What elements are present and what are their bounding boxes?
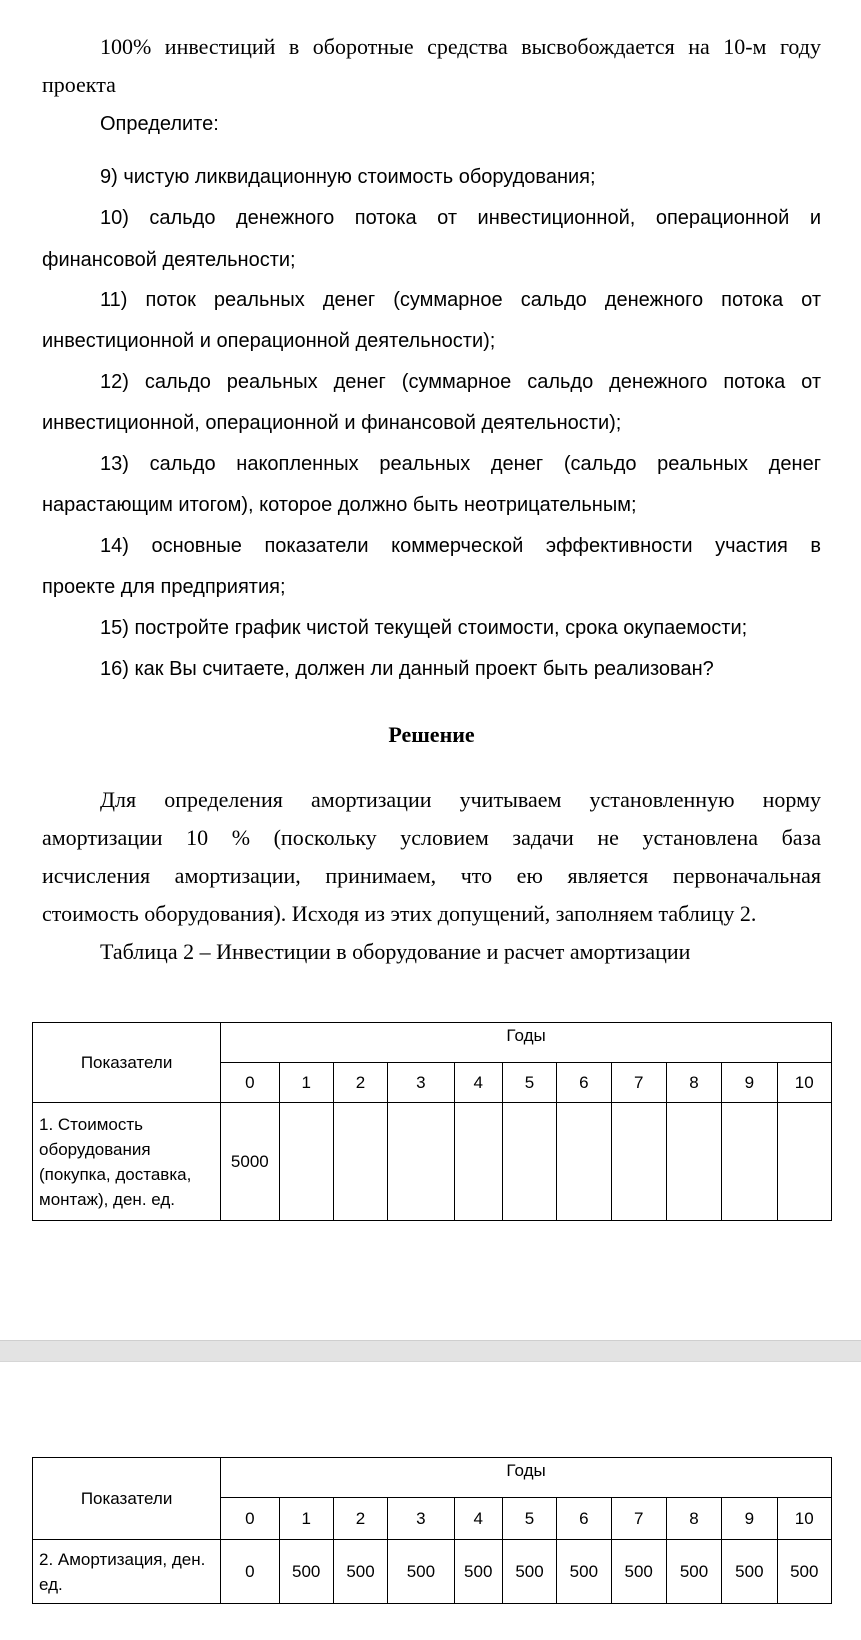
- column-header-years: Годы: [221, 1458, 832, 1498]
- table-row: [33, 1103, 832, 1221]
- value-cell: 500: [388, 1540, 454, 1604]
- table-row: [33, 1540, 832, 1604]
- year-cell: 5: [502, 1498, 556, 1540]
- task-item-15: 15) постройте график чистой текущей стоимости, срока окупаемости;: [100, 617, 748, 639]
- document-page-2: [0, 1362, 861, 1640]
- investment-table: [32, 1022, 832, 1221]
- value-cell: [557, 1103, 611, 1221]
- value-cell: 500: [666, 1540, 721, 1604]
- value-cell: 500: [722, 1540, 777, 1604]
- solution-heading: Решение: [388, 722, 475, 747]
- value-cell: [666, 1103, 721, 1221]
- solution-paragraph-line: Для определения амортизации учитываем установленную норму: [100, 787, 821, 812]
- task-item-12-continued: инвестиционной, операционной и финансовой деятельности);: [42, 412, 622, 434]
- column-header-years: Годы: [221, 1023, 832, 1063]
- column-header-indicators: Показатели: [33, 1023, 221, 1103]
- value-cell: 500: [333, 1540, 387, 1604]
- task-item-14: 14) основные показатели коммерческой эффективности участия в: [100, 535, 821, 557]
- year-cell: 9: [722, 1498, 777, 1540]
- year-cell: 0: [221, 1063, 279, 1103]
- year-cell: 5: [502, 1063, 556, 1103]
- value-cell: [722, 1103, 777, 1221]
- task-item-10: 10) сальдо денежного потока от инвестиционной, операционной и: [100, 207, 821, 229]
- task-heading: Определите:: [100, 113, 219, 135]
- depreciation-table: [32, 1457, 832, 1604]
- value-cell: 5000: [221, 1103, 279, 1221]
- row-label-equipment-cost: 1. Стоимость оборудования (покупка, доставка, монтаж), ден. ед.: [33, 1103, 221, 1221]
- table-caption: Таблица 2 – Инвестиции в оборудование и расчет амортизации: [100, 939, 691, 964]
- value-cell: 500: [502, 1540, 556, 1604]
- year-cell: 3: [388, 1498, 454, 1540]
- task-item-12: 12) сальдо реальных денег (суммарное сальдо денежного потока от: [100, 371, 821, 393]
- year-cell: 10: [777, 1063, 831, 1103]
- value-cell: 500: [557, 1540, 611, 1604]
- page-separator: [0, 1340, 861, 1362]
- task-item-11-continued: инвестиционной и операционной деятельности);: [42, 330, 496, 352]
- year-cell: 10: [777, 1498, 831, 1540]
- task-item-13-continued: нарастающим итогом), которое должно быть неотрицательным;: [42, 494, 637, 516]
- task-item-11: 11) поток реальных денег (суммарное сальдо денежного потока от: [100, 289, 821, 311]
- value-cell: [279, 1103, 333, 1221]
- task-item-9: 9) чистую ликвидационную стоимость оборудования;: [100, 166, 596, 188]
- year-cell: 7: [611, 1063, 666, 1103]
- year-cell: 1: [279, 1498, 333, 1540]
- column-header-indicators: Показатели: [33, 1458, 221, 1540]
- table-header-row: [33, 1023, 832, 1063]
- year-cell: 0: [221, 1498, 279, 1540]
- solution-paragraph-line: стоимость оборудования). Исходя из этих допущений, заполняем таблицу 2.: [42, 901, 757, 926]
- value-cell: 500: [777, 1540, 831, 1604]
- year-cell: 6: [557, 1063, 611, 1103]
- value-cell: [777, 1103, 831, 1221]
- intro-text-continued: проекта: [42, 72, 116, 97]
- year-cell: 2: [333, 1498, 387, 1540]
- year-cell: 3: [388, 1063, 454, 1103]
- value-cell: [388, 1103, 454, 1221]
- year-cell: 4: [454, 1063, 502, 1103]
- year-cell: 8: [666, 1498, 721, 1540]
- year-cell: 9: [722, 1063, 777, 1103]
- solution-paragraph-line: исчисления амортизации, принимаем, что ею является первоначальная: [42, 863, 821, 888]
- year-cell: 4: [454, 1498, 502, 1540]
- year-cell: 6: [557, 1498, 611, 1540]
- value-cell: [611, 1103, 666, 1221]
- task-item-14-continued: проекте для предприятия;: [42, 576, 286, 598]
- value-cell: [454, 1103, 502, 1221]
- intro-text: 100% инвестиций в оборотные средства высвобождается на 10-м году: [100, 34, 821, 59]
- year-cell: 7: [611, 1498, 666, 1540]
- value-cell: 0: [221, 1540, 279, 1604]
- value-cell: [502, 1103, 556, 1221]
- task-item-13: 13) сальдо накопленных реальных денег (сальдо реальных денег: [100, 453, 821, 475]
- table-header-row: [33, 1458, 832, 1498]
- value-cell: [333, 1103, 387, 1221]
- year-cell: 1: [279, 1063, 333, 1103]
- value-cell: 500: [454, 1540, 502, 1604]
- task-item-16: 16) как Вы считаете, должен ли данный проект быть реализован?: [100, 658, 714, 680]
- row-label-depreciation: 2. Амортизация, ден. ед.: [33, 1540, 221, 1604]
- value-cell: 500: [279, 1540, 333, 1604]
- task-item-10-continued: финансовой деятельности;: [42, 249, 296, 271]
- year-cell: 2: [333, 1063, 387, 1103]
- value-cell: 500: [611, 1540, 666, 1604]
- year-cell: 8: [666, 1063, 721, 1103]
- solution-paragraph-line: амортизации 10 % (поскольку условием задачи не установлена база: [42, 825, 821, 850]
